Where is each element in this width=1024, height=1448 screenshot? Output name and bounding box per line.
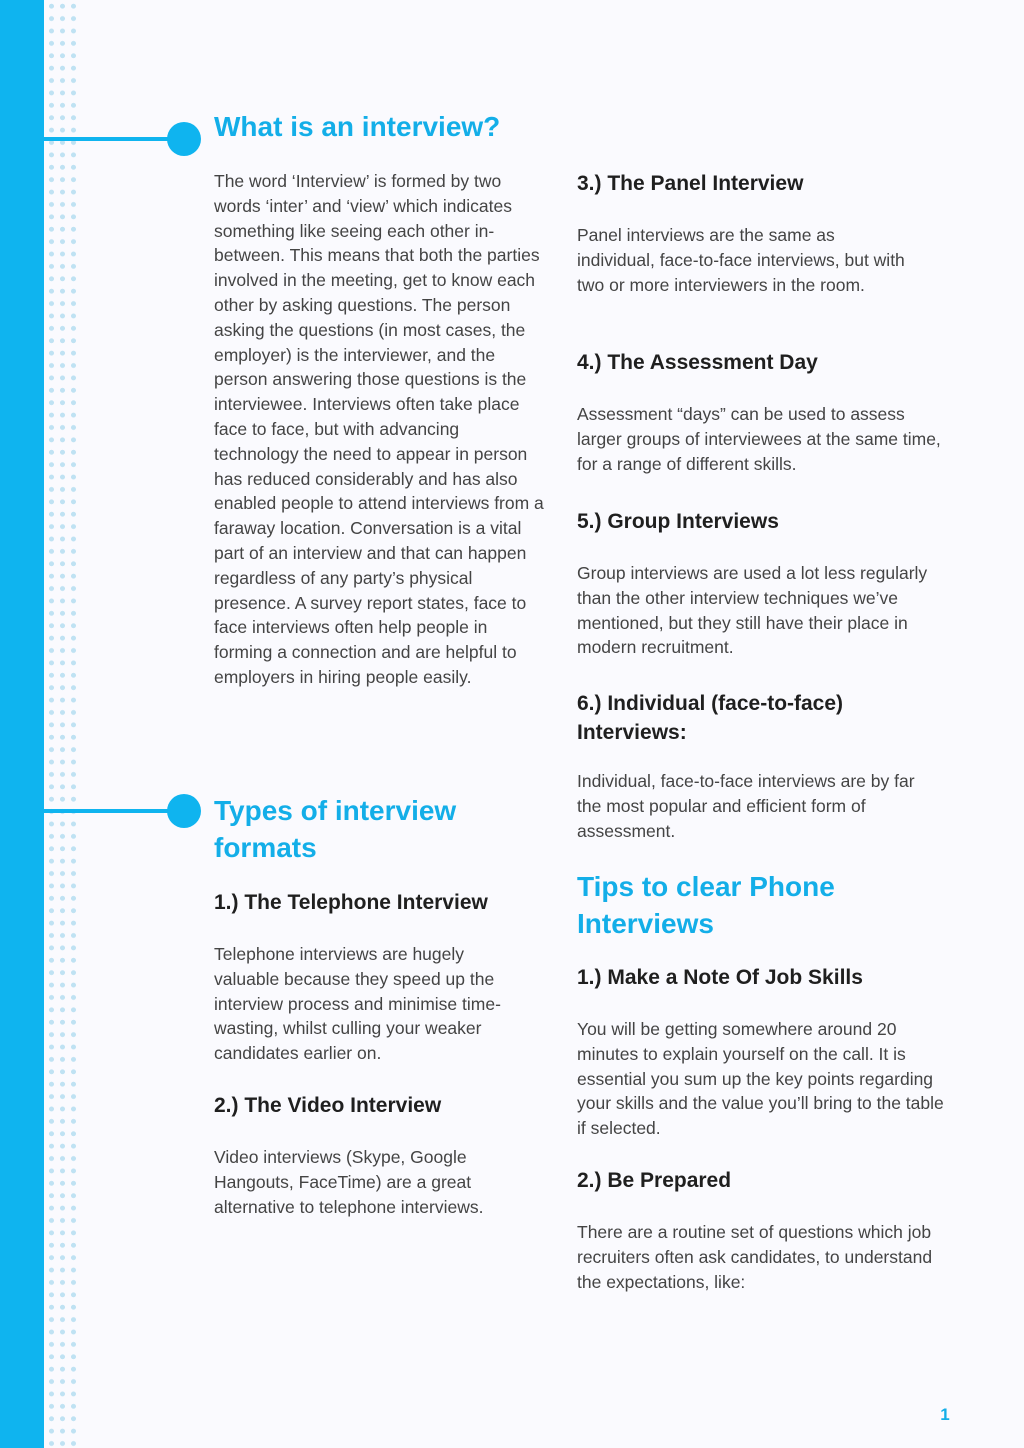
section-text: Video interviews (Skype, Google Hangouts, FaceTime) are a great alternative to telephone interviews. — [214, 1147, 484, 1217]
section-heading: 1.) The Telephone Interview — [214, 891, 488, 914]
page-number: 1 — [940, 1405, 950, 1424]
sidebar-stripe — [0, 0, 44, 1448]
section-heading: 1.) Make a Note Of Job Skills — [577, 966, 863, 989]
section-connector-line — [44, 809, 184, 813]
section-text: Assessment “days” can be used to assess larger groups of interviewees at the same time, for a range of different skills. — [577, 404, 941, 474]
section-heading: 6.) Individual (face-to-face) Interviews: — [577, 692, 844, 744]
section-heading: 5.) Group Interviews — [577, 510, 779, 533]
section-text: Individual, face-to-face interviews are by far the most popular and efficient form of assessment. — [577, 771, 915, 841]
formats-section — [214, 792, 544, 866]
tips-section — [577, 868, 947, 942]
section-bullet-icon — [167, 794, 201, 828]
left-column — [214, 108, 544, 690]
section-text: There are a routine set of questions which job recruiters often ask candidates, to understand the expectations, like: — [577, 1222, 933, 1292]
be-prepared-section — [577, 1166, 947, 1294]
section-text: Panel interviews are the same as individual, face-to-face interviews, but with two or more interviewers in the room. — [577, 225, 905, 295]
section-bullet-icon — [167, 122, 201, 156]
formats-title: Types of interview formats — [214, 795, 457, 863]
section-heading: 2.) Be Prepared — [577, 1169, 732, 1192]
dot-pattern — [46, 0, 80, 1448]
intro-title: What is an interview? — [214, 111, 501, 142]
individual-interviews-section — [577, 689, 947, 843]
section-heading: 3.) The Panel Interview — [577, 172, 804, 195]
section-text: You will be getting somewhere around 20 minutes to explain yourself on the call. It is essential you sum up the key points regarding your skills and the value you’ll bring to the table if selected. — [577, 1019, 944, 1139]
assessment-day-section — [577, 348, 947, 476]
video-interview-section — [214, 1091, 544, 1219]
job-skills-section — [577, 963, 947, 1141]
section-heading: 4.) The Assessment Day — [577, 351, 818, 374]
section-text: Group interviews are used a lot less regularly than the other interview techniques we’ve mentioned, but they still have their place in modern recruitment. — [577, 563, 928, 658]
telephone-interview-section — [214, 888, 544, 1066]
tips-title: Tips to clear Phone Interviews — [577, 871, 835, 939]
section-connector-line — [44, 137, 184, 141]
intro-paragraph: The word ‘Interview’ is formed by two words ‘inter’ and ‘view’ which indicates something like seeing each other in-between. This means that both the parties involved in the meeting, get to know each other by asking questions. The person asking the questions (in most cases, the employer) is the interviewer, and the person answering those questions is the interviewee. Interviews often take place face to face, but with advancing technology the need to appear in person has reduced considerably and has also enabled people to attend interviews from a faraway location. Conversation is a vital part of an interview and that can happen regardless of any party’s physical presence. A survey report states, face to face interviews often help people in forming a connection and are helpful to employers in hiring people easily. — [214, 171, 544, 687]
group-interviews-section — [577, 507, 947, 660]
section-text: Telephone interviews are hugely valuable because they speed up the interview process and minimise time-wasting, whilst culling your weaker candidates earlier on. — [214, 944, 501, 1064]
section-heading: 2.) The Video Interview — [214, 1094, 442, 1117]
panel-interview-section — [577, 169, 947, 297]
